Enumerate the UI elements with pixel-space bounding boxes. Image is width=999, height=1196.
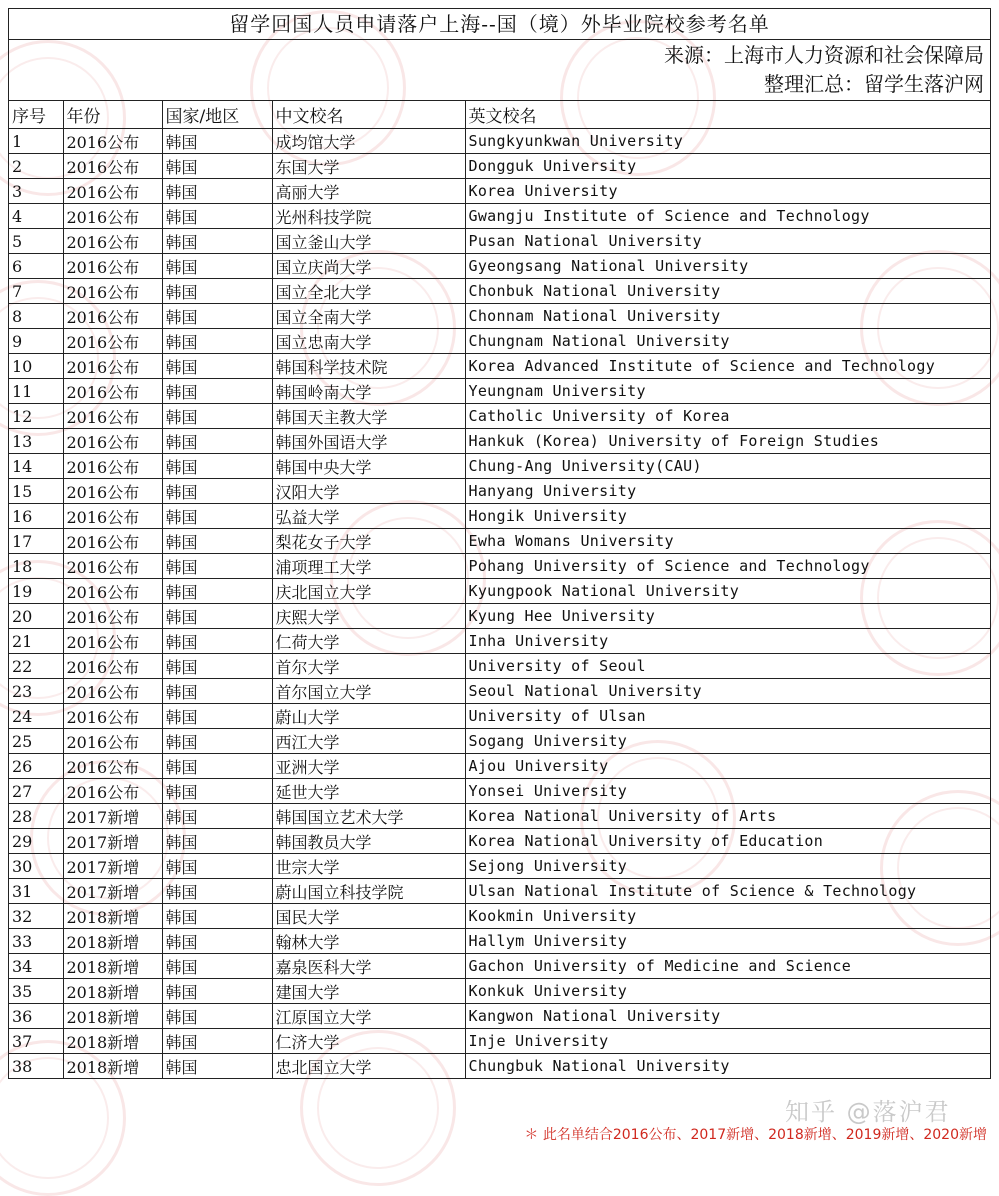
cell-year: 2016公布 (63, 204, 162, 229)
cell-english-name: Pusan National University (465, 229, 990, 254)
cell-chinese-name: 光州科技学院 (272, 204, 465, 229)
cell-chinese-name: 成均馆大学 (272, 129, 465, 154)
cell-english-name: Gyeongsang National University (465, 254, 990, 279)
cell-english-name: Chung-Ang University(CAU) (465, 454, 990, 479)
cell-chinese-name: 仁济大学 (272, 1029, 465, 1054)
table-row (9, 654, 990, 679)
cell-english-name: Korea University (465, 179, 990, 204)
cell-no: 29 (9, 829, 63, 854)
cell-year: 2017新增 (63, 804, 162, 829)
table-header-row (9, 101, 990, 129)
cell-year: 2017新增 (63, 829, 162, 854)
cell-chinese-name: 国立庆尚大学 (272, 254, 465, 279)
cell-year: 2016公布 (63, 579, 162, 604)
cell-year: 2016公布 (63, 754, 162, 779)
cell-chinese-name: 翰林大学 (272, 929, 465, 954)
cell-year: 2016公布 (63, 404, 162, 429)
cell-country: 韩国 (162, 679, 272, 704)
cell-english-name: Kookmin University (465, 904, 990, 929)
table-row (9, 479, 990, 504)
table-row (9, 679, 990, 704)
cell-year: 2016公布 (63, 654, 162, 679)
document-sheet (8, 8, 991, 1079)
cell-chinese-name: 庆熙大学 (272, 604, 465, 629)
cell-no: 23 (9, 679, 63, 704)
cell-country: 韩国 (162, 654, 272, 679)
cell-year: 2016公布 (63, 529, 162, 554)
cell-year: 2016公布 (63, 179, 162, 204)
cell-country: 韩国 (162, 479, 272, 504)
table-row (9, 529, 990, 554)
cell-english-name: Ulsan National Institute of Science & Technology (465, 879, 990, 904)
cell-country: 韩国 (162, 254, 272, 279)
cell-year: 2016公布 (63, 629, 162, 654)
cell-english-name: Dongguk University (465, 154, 990, 179)
cell-chinese-name: 韩国科学技术院 (272, 354, 465, 379)
cell-year: 2016公布 (63, 504, 162, 529)
cell-chinese-name: 韩国天主教大学 (272, 404, 465, 429)
table-row (9, 854, 990, 879)
cell-year: 2016公布 (63, 279, 162, 304)
university-table (9, 101, 990, 1079)
cell-chinese-name: 国民大学 (272, 904, 465, 929)
table-row (9, 579, 990, 604)
table-row (9, 329, 990, 354)
cell-chinese-name: 首尔大学 (272, 654, 465, 679)
cell-english-name: Korea National University of Arts (465, 804, 990, 829)
cell-year: 2018新增 (63, 1029, 162, 1054)
cell-no: 17 (9, 529, 63, 554)
cell-no: 26 (9, 754, 63, 779)
source-line: 来源：上海市人力资源和社会保障局 (664, 43, 984, 67)
cell-english-name: Ewha Womans University (465, 529, 990, 554)
cell-year: 2016公布 (63, 604, 162, 629)
cell-chinese-name: 国立全南大学 (272, 304, 465, 329)
table-row (9, 879, 990, 904)
column-header-chinese-name: 中文校名 (272, 101, 465, 129)
cell-country: 韩国 (162, 979, 272, 1004)
cell-chinese-name: 延世大学 (272, 779, 465, 804)
table-row (9, 754, 990, 779)
cell-year: 2016公布 (63, 729, 162, 754)
cell-no: 5 (9, 229, 63, 254)
cell-country: 韩国 (162, 1004, 272, 1029)
table-row (9, 154, 990, 179)
cell-english-name: Sejong University (465, 854, 990, 879)
cell-no: 18 (9, 554, 63, 579)
cell-no: 15 (9, 479, 63, 504)
cell-no: 35 (9, 979, 63, 1004)
cell-year: 2016公布 (63, 354, 162, 379)
cell-english-name: Sungkyunkwan University (465, 129, 990, 154)
cell-no: 24 (9, 704, 63, 729)
cell-country: 韩国 (162, 529, 272, 554)
cell-no: 9 (9, 329, 63, 354)
cell-country: 韩国 (162, 629, 272, 654)
cell-year: 2018新增 (63, 979, 162, 1004)
cell-country: 韩国 (162, 504, 272, 529)
cell-no: 22 (9, 654, 63, 679)
cell-year: 2016公布 (63, 454, 162, 479)
cell-country: 韩国 (162, 404, 272, 429)
table-row (9, 729, 990, 754)
source-block (9, 40, 990, 101)
cell-english-name: University of Seoul (465, 654, 990, 679)
cell-year: 2018新增 (63, 929, 162, 954)
table-row (9, 379, 990, 404)
column-header-no: 序号 (9, 101, 63, 129)
cell-chinese-name: 西江大学 (272, 729, 465, 754)
cell-no: 20 (9, 604, 63, 629)
cell-chinese-name: 蔚山国立科技学院 (272, 879, 465, 904)
cell-country: 韩国 (162, 579, 272, 604)
cell-country: 韩国 (162, 329, 272, 354)
cell-chinese-name: 亚洲大学 (272, 754, 465, 779)
compiled-by-line: 整理汇总：留学生落沪网 (764, 72, 984, 96)
cell-no: 6 (9, 254, 63, 279)
watermark-text: 知乎 @落沪君 (785, 1098, 951, 1126)
cell-country: 韩国 (162, 279, 272, 304)
cell-chinese-name: 东国大学 (272, 154, 465, 179)
cell-chinese-name: 高丽大学 (272, 179, 465, 204)
cell-year: 2016公布 (63, 554, 162, 579)
table-row (9, 904, 990, 929)
cell-no: 14 (9, 454, 63, 479)
cell-year: 2017新增 (63, 879, 162, 904)
cell-english-name: Chonnam National University (465, 304, 990, 329)
cell-country: 韩国 (162, 929, 272, 954)
cell-english-name: Ajou University (465, 754, 990, 779)
table-row (9, 1004, 990, 1029)
cell-country: 韩国 (162, 954, 272, 979)
cell-english-name: Korea Advanced Institute of Science and Technology (465, 354, 990, 379)
cell-no: 31 (9, 879, 63, 904)
cell-no: 19 (9, 579, 63, 604)
table-row (9, 954, 990, 979)
cell-chinese-name: 忠北国立大学 (272, 1054, 465, 1079)
cell-no: 38 (9, 1054, 63, 1079)
table-row (9, 629, 990, 654)
cell-chinese-name: 韩国教员大学 (272, 829, 465, 854)
table-row (9, 504, 990, 529)
cell-country: 韩国 (162, 229, 272, 254)
cell-english-name: Hongik University (465, 504, 990, 529)
column-header-year: 年份 (63, 101, 162, 129)
cell-no: 33 (9, 929, 63, 954)
table-row (9, 979, 990, 1004)
cell-country: 韩国 (162, 154, 272, 179)
table-row (9, 704, 990, 729)
cell-year: 2016公布 (63, 429, 162, 454)
footnote: ＊ 此名单结合2016公布、2017新增、2018新增、2019新增、2020新增 (524, 1127, 987, 1143)
table-row (9, 404, 990, 429)
column-header-english-name: 英文校名 (465, 101, 990, 129)
cell-country: 韩国 (162, 729, 272, 754)
table-row (9, 829, 990, 854)
cell-english-name: Chonbuk National University (465, 279, 990, 304)
cell-country: 韩国 (162, 429, 272, 454)
table-row (9, 1029, 990, 1054)
cell-no: 21 (9, 629, 63, 654)
cell-english-name: Inje University (465, 1029, 990, 1054)
table-row (9, 929, 990, 954)
cell-year: 2018新增 (63, 1054, 162, 1079)
cell-chinese-name: 庆北国立大学 (272, 579, 465, 604)
cell-year: 2018新增 (63, 904, 162, 929)
cell-country: 韩国 (162, 879, 272, 904)
table-row (9, 804, 990, 829)
table-row (9, 179, 990, 204)
cell-country: 韩国 (162, 354, 272, 379)
cell-english-name: Hanyang University (465, 479, 990, 504)
table-row (9, 779, 990, 804)
cell-country: 韩国 (162, 854, 272, 879)
cell-country: 韩国 (162, 1029, 272, 1054)
cell-no: 2 (9, 154, 63, 179)
cell-no: 12 (9, 404, 63, 429)
table-row (9, 1054, 990, 1079)
cell-english-name: Kyungpook National University (465, 579, 990, 604)
cell-chinese-name: 汉阳大学 (272, 479, 465, 504)
cell-english-name: University of Ulsan (465, 704, 990, 729)
cell-no: 25 (9, 729, 63, 754)
page-title: 留学回国人员申请落户上海--国（境）外毕业院校参考名单 (9, 9, 990, 40)
cell-chinese-name: 江原国立大学 (272, 1004, 465, 1029)
cell-chinese-name: 嘉泉医科大学 (272, 954, 465, 979)
cell-no: 32 (9, 904, 63, 929)
cell-no: 27 (9, 779, 63, 804)
cell-chinese-name: 韩国岭南大学 (272, 379, 465, 404)
cell-no: 36 (9, 1004, 63, 1029)
cell-country: 韩国 (162, 604, 272, 629)
cell-year: 2018新增 (63, 1004, 162, 1029)
cell-year: 2017新增 (63, 854, 162, 879)
cell-no: 37 (9, 1029, 63, 1054)
cell-chinese-name: 浦项理工大学 (272, 554, 465, 579)
cell-no: 13 (9, 429, 63, 454)
cell-english-name: Pohang University of Science and Technology (465, 554, 990, 579)
cell-year: 2016公布 (63, 329, 162, 354)
cell-chinese-name: 国立釜山大学 (272, 229, 465, 254)
cell-english-name: Inha University (465, 629, 990, 654)
cell-country: 韩国 (162, 904, 272, 929)
cell-country: 韩国 (162, 1054, 272, 1079)
cell-year: 2016公布 (63, 704, 162, 729)
cell-country: 韩国 (162, 554, 272, 579)
table-row (9, 304, 990, 329)
cell-no: 8 (9, 304, 63, 329)
cell-no: 30 (9, 854, 63, 879)
cell-year: 2016公布 (63, 154, 162, 179)
table-row (9, 604, 990, 629)
cell-english-name: Seoul National University (465, 679, 990, 704)
table-row (9, 429, 990, 454)
cell-country: 韩国 (162, 129, 272, 154)
cell-english-name: Chungbuk National University (465, 1054, 990, 1079)
cell-english-name: Korea National University of Education (465, 829, 990, 854)
cell-no: 3 (9, 179, 63, 204)
cell-year: 2016公布 (63, 254, 162, 279)
cell-no: 7 (9, 279, 63, 304)
table-row (9, 454, 990, 479)
cell-country: 韩国 (162, 704, 272, 729)
cell-chinese-name: 国立全北大学 (272, 279, 465, 304)
cell-year: 2016公布 (63, 479, 162, 504)
table-row (9, 254, 990, 279)
cell-country: 韩国 (162, 179, 272, 204)
cell-year: 2016公布 (63, 679, 162, 704)
cell-english-name: Chungnam National University (465, 329, 990, 354)
cell-chinese-name: 仁荷大学 (272, 629, 465, 654)
cell-english-name: Kangwon National University (465, 1004, 990, 1029)
column-header-country: 国家/地区 (162, 101, 272, 129)
table-row (9, 554, 990, 579)
cell-english-name: Yeungnam University (465, 379, 990, 404)
cell-chinese-name: 韩国中央大学 (272, 454, 465, 479)
cell-chinese-name: 弘益大学 (272, 504, 465, 529)
cell-english-name: Yonsei University (465, 779, 990, 804)
cell-year: 2016公布 (63, 229, 162, 254)
table-body (9, 129, 990, 1079)
cell-english-name: Catholic University of Korea (465, 404, 990, 429)
cell-chinese-name: 韩国国立艺术大学 (272, 804, 465, 829)
cell-chinese-name: 世宗大学 (272, 854, 465, 879)
cell-country: 韩国 (162, 204, 272, 229)
cell-chinese-name: 国立忠南大学 (272, 329, 465, 354)
cell-english-name: Sogang University (465, 729, 990, 754)
cell-no: 11 (9, 379, 63, 404)
cell-no: 16 (9, 504, 63, 529)
cell-english-name: Gachon University of Medicine and Science (465, 954, 990, 979)
cell-no: 28 (9, 804, 63, 829)
cell-no: 34 (9, 954, 63, 979)
cell-no: 10 (9, 354, 63, 379)
cell-country: 韩国 (162, 779, 272, 804)
cell-chinese-name: 首尔国立大学 (272, 679, 465, 704)
cell-country: 韩国 (162, 829, 272, 854)
cell-chinese-name: 梨花女子大学 (272, 529, 465, 554)
cell-year: 2016公布 (63, 129, 162, 154)
table-row (9, 354, 990, 379)
cell-country: 韩国 (162, 379, 272, 404)
table-row (9, 129, 990, 154)
table-row (9, 279, 990, 304)
cell-year: 2016公布 (63, 779, 162, 804)
cell-chinese-name: 韩国外国语大学 (272, 429, 465, 454)
cell-country: 韩国 (162, 804, 272, 829)
cell-country: 韩国 (162, 304, 272, 329)
cell-english-name: Hallym University (465, 929, 990, 954)
cell-english-name: Gwangju Institute of Science and Technology (465, 204, 990, 229)
cell-english-name: Konkuk University (465, 979, 990, 1004)
table-row (9, 229, 990, 254)
cell-english-name: Kyung Hee University (465, 604, 990, 629)
cell-year: 2016公布 (63, 304, 162, 329)
cell-country: 韩国 (162, 754, 272, 779)
cell-no: 4 (9, 204, 63, 229)
cell-country: 韩国 (162, 454, 272, 479)
cell-english-name: Hankuk (Korea) University of Foreign Studies (465, 429, 990, 454)
cell-chinese-name: 建国大学 (272, 979, 465, 1004)
cell-chinese-name: 蔚山大学 (272, 704, 465, 729)
cell-year: 2016公布 (63, 379, 162, 404)
cell-year: 2018新增 (63, 954, 162, 979)
cell-no: 1 (9, 129, 63, 154)
table-row (9, 204, 990, 229)
